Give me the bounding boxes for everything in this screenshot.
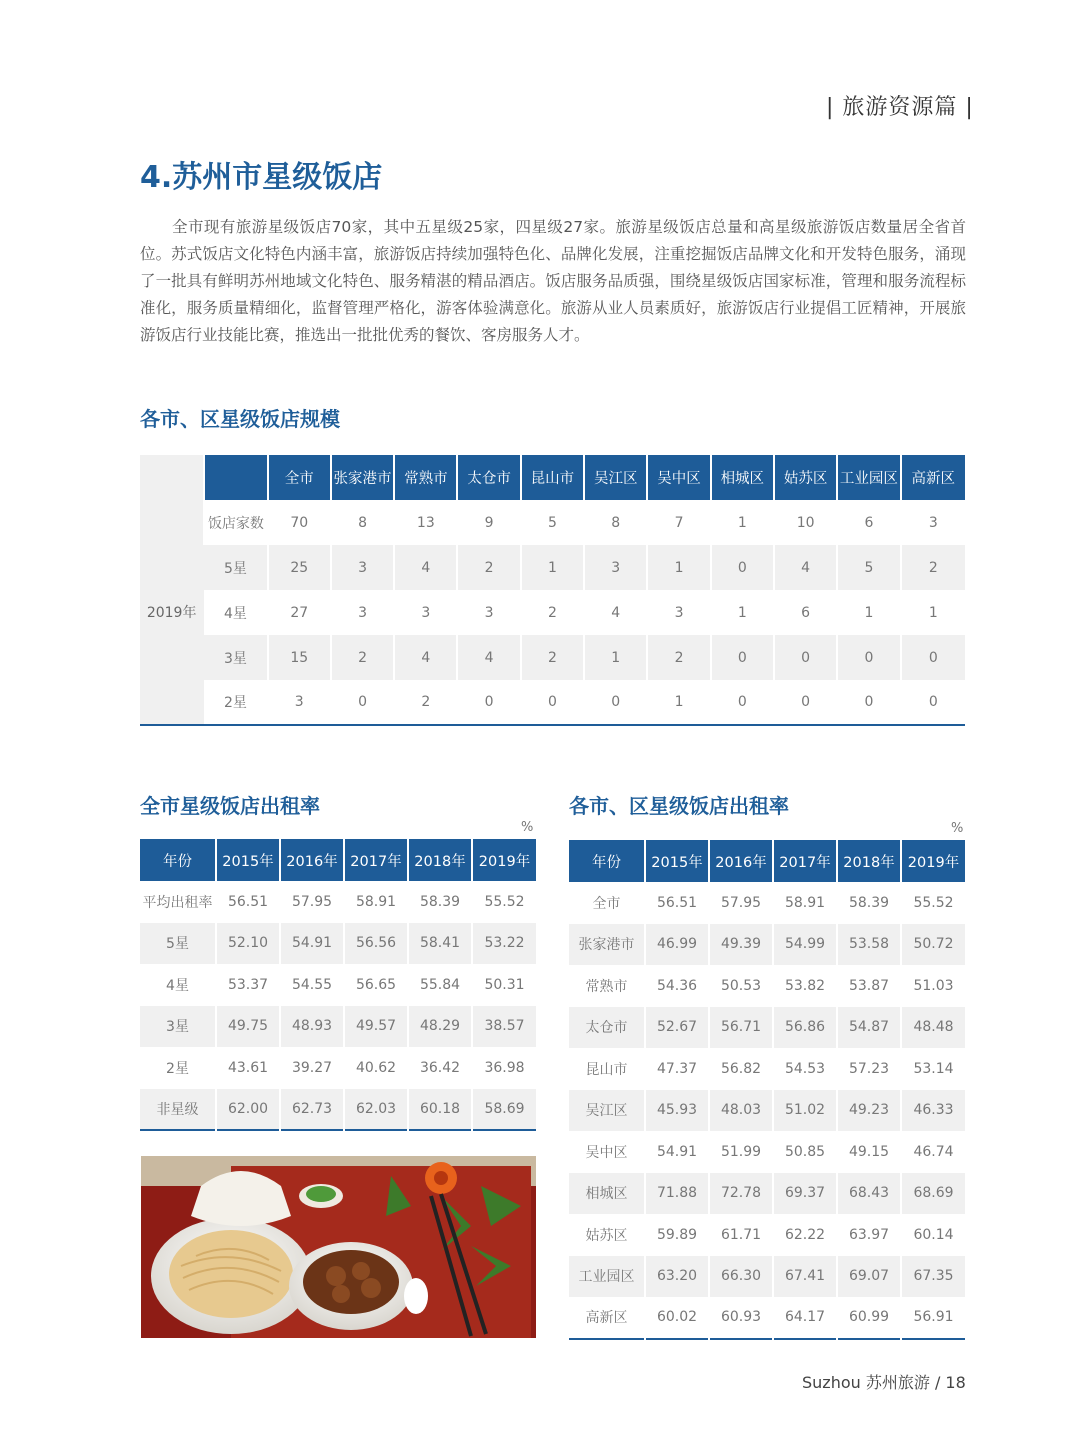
table-cell: 58.39	[837, 882, 901, 924]
table-cell: 46.99	[645, 924, 709, 966]
table-cell: 38.57	[472, 1006, 536, 1048]
table-cell: 57.95	[709, 882, 773, 924]
table-cell: 56.51	[645, 882, 709, 924]
table-cell: 71.88	[645, 1173, 709, 1215]
row-label: 5星	[204, 545, 267, 590]
table-cell: 64.17	[773, 1297, 837, 1339]
district-rate-title: 各市、区星级饭店出租率	[569, 794, 789, 818]
table-cell: 2	[901, 545, 965, 590]
page-footer: Suzhou 苏州旅游 / 18	[802, 1373, 966, 1392]
city-rate-title: 全市星级饭店出租率	[140, 794, 320, 818]
row-label: 高新区	[585, 1310, 628, 1327]
table-row	[569, 924, 965, 966]
table-cell: 2	[331, 635, 394, 680]
table-cell: 53.14	[901, 1048, 965, 1090]
table-cell: 50.85	[773, 1131, 837, 1173]
row-label: 非星级	[140, 1089, 216, 1131]
table-cell: 0	[331, 680, 394, 725]
row-label: 全市	[592, 895, 621, 912]
row-label: 常熟市	[585, 978, 628, 995]
table-cell: 68.69	[901, 1173, 965, 1215]
table-cell: 62.03	[344, 1089, 408, 1131]
city-occupancy-table	[140, 839, 536, 1131]
table-cell: 40.62	[344, 1047, 408, 1089]
table-row	[140, 964, 536, 1006]
table-cell: 69.37	[773, 1173, 837, 1215]
table-cell: 0	[584, 680, 647, 725]
table-cell: 27	[268, 590, 331, 635]
table-cell: 1	[901, 590, 965, 635]
column-header: 2015年	[216, 839, 280, 881]
district-rate-unit: %	[951, 821, 964, 836]
table-row	[569, 1297, 965, 1339]
table-cell: 63.97	[837, 1214, 901, 1256]
empty-corner	[140, 455, 204, 500]
column-header: 太仓市	[457, 455, 520, 500]
column-header: 2019年	[901, 840, 965, 882]
column-header: 高新区	[901, 455, 965, 500]
table-cell: 1	[711, 500, 774, 545]
column-header: 2018年	[837, 840, 901, 882]
table-cell: 0	[837, 635, 900, 680]
column-header: 相城区	[711, 455, 774, 500]
table-cell: 56.65	[344, 964, 408, 1006]
table-cell: 51.02	[773, 1090, 837, 1132]
table-cell: 3	[457, 590, 520, 635]
table-cell: 51.99	[709, 1131, 773, 1173]
table-cell: 48.93	[280, 1006, 344, 1048]
table-cell: 0	[901, 635, 965, 680]
table-cell: 1	[647, 680, 710, 725]
table-cell: 4	[774, 545, 837, 590]
table-cell: 55.52	[901, 882, 965, 924]
table-cell: 49.39	[709, 924, 773, 966]
column-header: 昆山市	[521, 455, 584, 500]
table-cell: 57.23	[837, 1048, 901, 1090]
table-cell: 6	[837, 500, 900, 545]
table-cell: 53.87	[837, 965, 901, 1007]
table-cell: 5	[521, 500, 584, 545]
row-label: 相城区	[569, 1173, 645, 1215]
table-cell: 0	[711, 635, 774, 680]
table-cell: 6	[774, 590, 837, 635]
table-cell: 59.89	[645, 1214, 709, 1256]
column-header: 2016年	[280, 839, 344, 881]
table-row	[569, 1214, 965, 1256]
column-header: 年份	[140, 839, 216, 881]
table-cell: 1	[584, 635, 647, 680]
row-label: 昆山市	[585, 1061, 628, 1078]
table-cell: 1	[711, 590, 774, 635]
table-cell: 49.15	[837, 1131, 901, 1173]
table-cell: 25	[268, 545, 331, 590]
table-cell: 51.03	[901, 965, 965, 1007]
table-cell: 56.82	[709, 1048, 773, 1090]
table-cell: 63.20	[645, 1256, 709, 1298]
table-cell: 3	[647, 590, 710, 635]
row-label: 太仓市	[569, 1007, 645, 1049]
table-cell: 2	[457, 545, 520, 590]
table-cell: 10	[774, 500, 837, 545]
table-cell: 50.31	[472, 964, 536, 1006]
table-cell: 4	[457, 635, 520, 680]
table-cell: 58.91	[773, 882, 837, 924]
table-cell: 56.91	[901, 1297, 965, 1339]
table-cell: 0	[711, 545, 774, 590]
table-cell: 43.61	[216, 1047, 280, 1089]
table-cell: 13	[394, 500, 457, 545]
table-row	[569, 1090, 965, 1132]
table-cell: 56.71	[709, 1007, 773, 1049]
table-cell: 57.95	[280, 881, 344, 923]
column-header: 2019年	[472, 839, 536, 881]
table-cell: 48.48	[901, 1007, 965, 1049]
table-cell: 58.41	[408, 923, 472, 965]
table-cell: 54.36	[645, 965, 709, 1007]
table-cell: 45.93	[645, 1090, 709, 1132]
table-cell: 62.22	[773, 1214, 837, 1256]
table-cell: 9	[457, 500, 520, 545]
row-label: 2星	[166, 1060, 189, 1077]
row-label: 饭店家数	[204, 500, 267, 545]
table-cell: 54.55	[280, 964, 344, 1006]
page-title: 4.苏州市星级饭店	[140, 160, 383, 195]
district-occupancy-table	[569, 840, 965, 1340]
table-cell: 58.91	[344, 881, 408, 923]
table-cell: 54.53	[773, 1048, 837, 1090]
table-cell: 48.03	[709, 1090, 773, 1132]
table-cell: 15	[268, 635, 331, 680]
table-cell: 8	[584, 500, 647, 545]
table-cell: 53.22	[472, 923, 536, 965]
table-cell: 67.35	[901, 1256, 965, 1298]
table-cell: 36.98	[472, 1047, 536, 1089]
table-cell: 54.87	[837, 1007, 901, 1049]
table-cell: 54.91	[645, 1131, 709, 1173]
table-row	[140, 590, 965, 635]
column-header: 张家港市	[331, 455, 394, 500]
row-label: 平均出租率	[142, 894, 213, 911]
table-cell: 3	[394, 590, 457, 635]
table-cell: 54.91	[280, 923, 344, 965]
table-cell: 52.10	[216, 923, 280, 965]
table-cell: 39.27	[280, 1047, 344, 1089]
row-label: 4星	[166, 977, 189, 994]
table-row	[140, 545, 965, 590]
rate-header-row	[569, 840, 965, 882]
table-row	[569, 1131, 965, 1173]
table-row	[140, 1006, 536, 1048]
column-header: 吴中区	[647, 455, 710, 500]
rate-header-row	[140, 839, 536, 881]
table-cell: 60.99	[837, 1297, 901, 1339]
table-cell: 56.86	[773, 1007, 837, 1049]
table-cell: 0	[837, 680, 900, 725]
row-label: 吴中区	[585, 1144, 628, 1161]
table-cell: 68.43	[837, 1173, 901, 1215]
table-cell: 47.37	[645, 1048, 709, 1090]
table-row	[569, 1048, 965, 1090]
table-cell: 61.71	[709, 1214, 773, 1256]
column-header: 2015年	[645, 840, 709, 882]
table-cell: 8	[331, 500, 394, 545]
table-row	[569, 1256, 965, 1298]
table-cell: 55.52	[472, 881, 536, 923]
column-header: 2018年	[408, 839, 472, 881]
row-label: 5星	[140, 923, 216, 965]
scale-header-row	[140, 455, 965, 500]
table-cell: 7	[647, 500, 710, 545]
row-label: 3星	[140, 1006, 216, 1048]
table-cell: 4	[584, 590, 647, 635]
table-cell: 2	[647, 635, 710, 680]
table-cell: 2	[521, 590, 584, 635]
hotel-scale-table	[140, 455, 965, 726]
table-cell: 53.58	[837, 924, 901, 966]
table-cell: 53.37	[216, 964, 280, 1006]
table-cell: 49.57	[344, 1006, 408, 1048]
table-cell: 3	[584, 545, 647, 590]
year-label: 2019年	[140, 500, 204, 725]
table-cell: 0	[774, 635, 837, 680]
table-cell: 3	[331, 590, 394, 635]
table-row	[569, 1007, 965, 1049]
table-cell: 48.29	[408, 1006, 472, 1048]
blank-header-cell	[204, 455, 267, 500]
table-cell: 67.41	[773, 1256, 837, 1298]
row-label: 4星	[204, 590, 267, 635]
table-row	[140, 923, 536, 965]
table-row	[140, 635, 965, 680]
city-rate-unit: %	[521, 820, 534, 835]
table-cell: 54.99	[773, 924, 837, 966]
table-row	[140, 1089, 536, 1131]
table-row	[140, 881, 536, 923]
table-cell: 3	[331, 545, 394, 590]
column-header: 年份	[569, 840, 645, 882]
table-cell: 62.73	[280, 1089, 344, 1131]
row-label: 工业园区	[569, 1256, 645, 1298]
table-cell: 55.84	[408, 964, 472, 1006]
table-cell: 72.78	[709, 1173, 773, 1215]
table-cell: 3	[901, 500, 965, 545]
table-cell: 1	[837, 590, 900, 635]
table-cell: 52.67	[645, 1007, 709, 1049]
table-cell: 56.56	[344, 923, 408, 965]
table-cell: 5	[837, 545, 900, 590]
column-header: 姑苏区	[774, 455, 837, 500]
row-label: 姑苏区	[585, 1227, 628, 1244]
table-cell: 2	[394, 680, 457, 725]
table-row	[140, 500, 965, 545]
table-cell: 2	[521, 635, 584, 680]
table-cell: 4	[394, 635, 457, 680]
table-cell: 58.39	[408, 881, 472, 923]
table-cell: 0	[774, 680, 837, 725]
table-cell: 49.75	[216, 1006, 280, 1048]
table-row	[569, 882, 965, 924]
table-cell: 1	[647, 545, 710, 590]
table-cell: 69.07	[837, 1256, 901, 1298]
table-cell: 49.23	[837, 1090, 901, 1132]
food-photo	[141, 1156, 536, 1338]
table-cell: 1	[521, 545, 584, 590]
table-cell: 4	[394, 545, 457, 590]
table-cell: 50.72	[901, 924, 965, 966]
row-label: 3星	[204, 635, 267, 680]
table-cell: 70	[268, 500, 331, 545]
intro-paragraph: 全市现有旅游星级饭店70家，其中五星级25家，四星级27家。旅游星级饭店总量和高星级旅游饭店数量居全省首位。苏式饭店文化特色内涵丰富，旅游饭店持续加强特色化、品牌化发展，注重挖掘饭店品牌文化和开发特色服务，涌现了一批具有鲜明苏州地域文化特色、服务精湛的精品酒店。饭店服务品质强，围绕星级饭店国家标准，管理和服务流程标准化，服务质量精细化，监督管理严格化，游客体验满意化。旅游从业人员素质好，旅游饭店行业提倡工匠精神，开展旅游饭店行业技能比赛，推选出一批批优秀的餐饮、客房服务人才。	[140, 218, 966, 344]
table-cell: 62.00	[216, 1089, 280, 1131]
column-header: 2016年	[709, 840, 773, 882]
column-header: 工业园区	[837, 455, 900, 500]
table-row	[569, 965, 965, 1007]
table-cell: 46.74	[901, 1131, 965, 1173]
table-cell: 0	[457, 680, 520, 725]
row-label: 2星	[204, 680, 267, 725]
table-cell: 60.14	[901, 1214, 965, 1256]
table-row	[569, 1173, 965, 1215]
row-label: 吴江区	[569, 1090, 645, 1132]
column-header: 常熟市	[394, 455, 457, 500]
section-tag: | 旅游资源篇 |	[826, 95, 974, 120]
column-header: 吴江区	[584, 455, 647, 500]
scale-table-title: 各市、区星级饭店规模	[140, 407, 340, 431]
table-cell: 36.42	[408, 1047, 472, 1089]
table-cell: 66.30	[709, 1256, 773, 1298]
table-cell: 60.93	[709, 1297, 773, 1339]
table-cell: 53.82	[773, 965, 837, 1007]
table-row	[140, 1047, 536, 1089]
table-cell: 0	[711, 680, 774, 725]
table-cell: 50.53	[709, 965, 773, 1007]
table-cell: 0	[901, 680, 965, 725]
table-cell: 3	[268, 680, 331, 725]
table-cell: 0	[521, 680, 584, 725]
table-cell: 60.02	[645, 1297, 709, 1339]
column-header: 2017年	[773, 840, 837, 882]
table-row	[140, 680, 965, 725]
table-cell: 46.33	[901, 1090, 965, 1132]
row-label: 张家港市	[569, 924, 645, 966]
table-cell: 56.51	[216, 881, 280, 923]
column-header: 全市	[268, 455, 331, 500]
column-header: 2017年	[344, 839, 408, 881]
table-cell: 58.69	[472, 1089, 536, 1131]
table-cell: 60.18	[408, 1089, 472, 1131]
